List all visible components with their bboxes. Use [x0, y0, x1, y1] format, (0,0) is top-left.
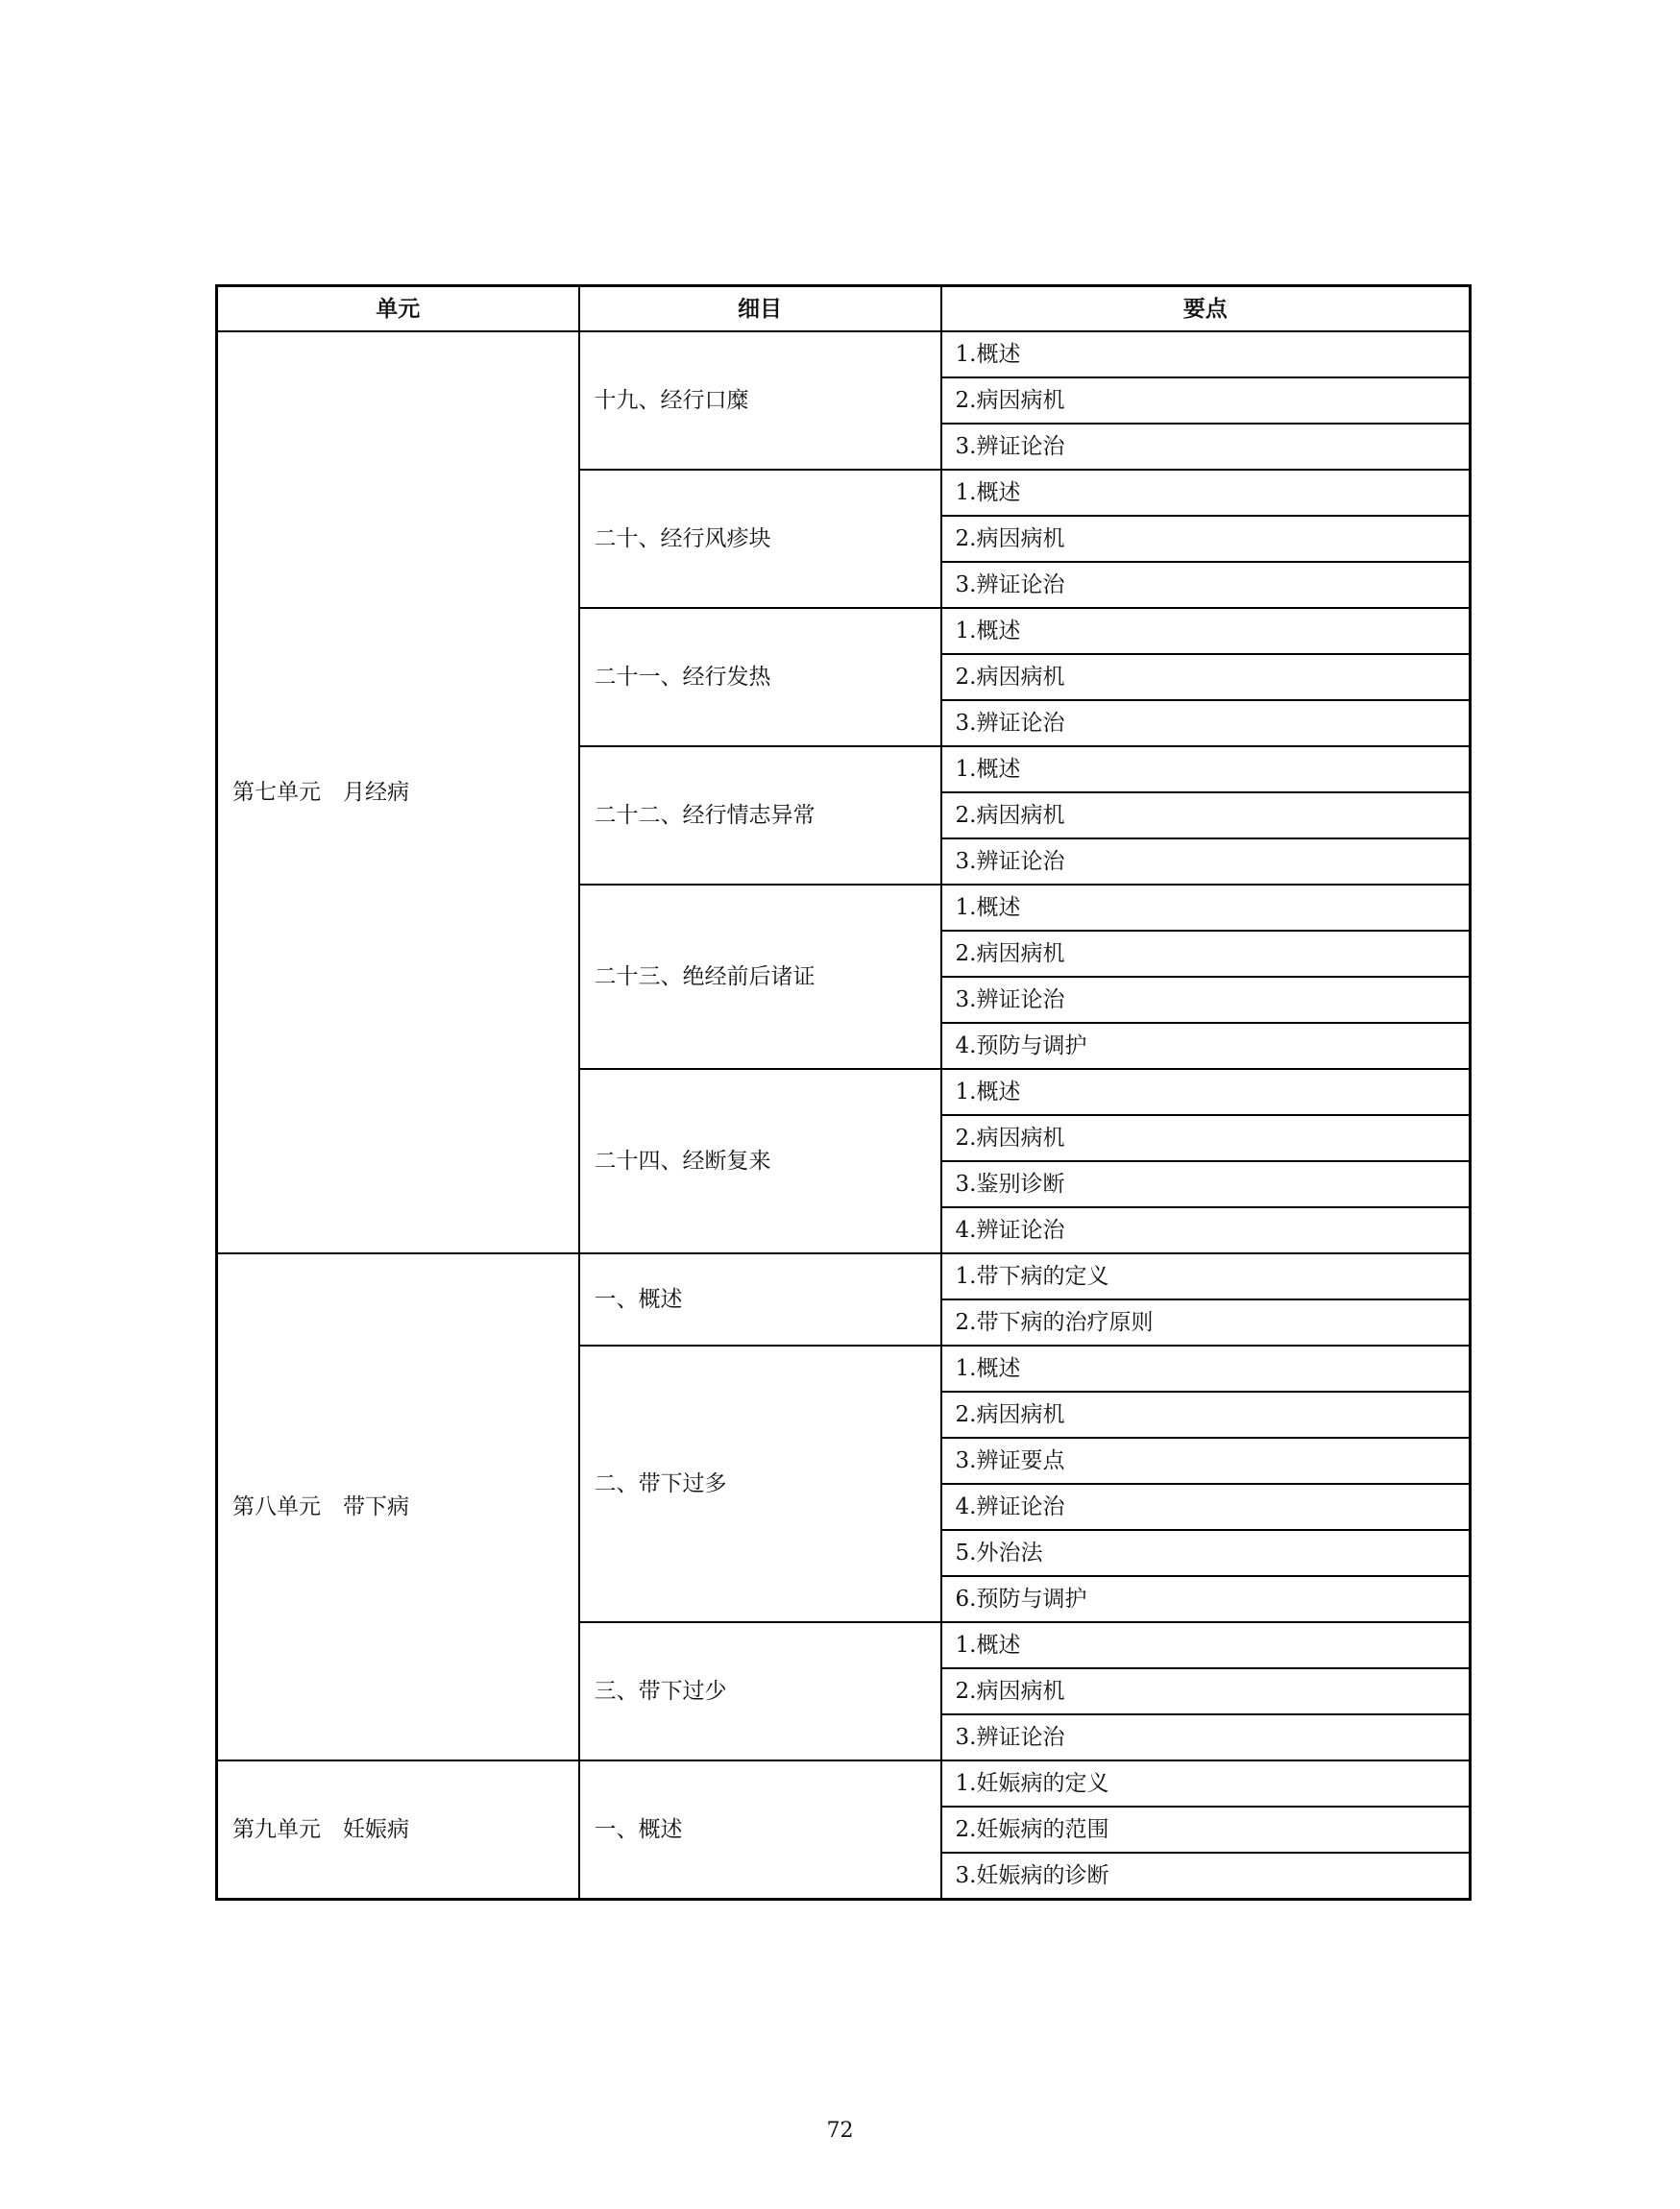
point-cell: 1.妊娠病的定义 [941, 1760, 1471, 1807]
point-cell: 3.妊娠病的诊断 [941, 1853, 1471, 1900]
item-cell: 二十四、经断复来 [579, 1069, 941, 1253]
point-cell: 3.鉴别诊断 [941, 1161, 1471, 1207]
point-cell: 3.辨证论治 [941, 700, 1471, 746]
point-cell: 1.概述 [941, 746, 1471, 792]
point-cell: 1.带下病的定义 [941, 1253, 1471, 1299]
point-cell: 3.辨证论治 [941, 424, 1471, 470]
point-cell: 1.概述 [941, 470, 1471, 516]
point-cell: 3.辨证论治 [941, 977, 1471, 1023]
item-cell: 十九、经行口糜 [579, 331, 941, 470]
header-row [217, 286, 1471, 332]
point-cell: 2.病因病机 [941, 1668, 1471, 1714]
unit-cell: 第九单元 妊娠病 [217, 1760, 579, 1900]
item-cell: 一、概述 [579, 1253, 941, 1346]
unit-cell: 第七单元 月经病 [217, 331, 579, 1253]
point-cell: 2.病因病机 [941, 1392, 1471, 1438]
item-cell: 二十一、经行发热 [579, 608, 941, 746]
point-cell: 2.病因病机 [941, 516, 1471, 562]
item-cell: 二十三、绝经前后诸证 [579, 885, 941, 1069]
point-cell: 4.辨证论治 [941, 1207, 1471, 1253]
unit-cell: 第八单元 带下病 [217, 1253, 579, 1760]
syllabus-table [215, 284, 1472, 1901]
point-cell: 2.妊娠病的范围 [941, 1807, 1471, 1853]
point-cell: 1.概述 [941, 885, 1471, 931]
page-number: 72 [826, 2119, 854, 2143]
point-cell: 2.病因病机 [941, 931, 1471, 977]
point-cell: 1.概述 [941, 331, 1471, 377]
point-cell: 3.辨证论治 [941, 562, 1471, 608]
item-cell: 二、带下过多 [579, 1346, 941, 1622]
point-cell: 1.概述 [941, 1346, 1471, 1392]
point-cell: 3.辨证要点 [941, 1438, 1471, 1484]
point-cell: 1.概述 [941, 608, 1471, 654]
item-cell: 三、带下过少 [579, 1622, 941, 1760]
table-row [217, 1253, 1471, 1299]
point-cell: 2.带下病的治疗原则 [941, 1299, 1471, 1346]
point-cell: 4.预防与调护 [941, 1023, 1471, 1069]
table-row [217, 1760, 1471, 1807]
point-cell: 4.辨证论治 [941, 1484, 1471, 1530]
point-cell: 2.病因病机 [941, 1115, 1471, 1161]
point-cell: 6.预防与调护 [941, 1576, 1471, 1622]
point-cell: 3.辨证论治 [941, 838, 1471, 885]
point-cell: 2.病因病机 [941, 377, 1471, 424]
header-item: 细目 [579, 286, 941, 332]
table-body [217, 331, 1471, 1900]
point-cell: 1.概述 [941, 1622, 1471, 1668]
point-cell: 3.辨证论治 [941, 1714, 1471, 1760]
point-cell: 2.病因病机 [941, 654, 1471, 700]
table-row [217, 331, 1471, 377]
item-cell: 一、概述 [579, 1760, 941, 1900]
header-unit: 单元 [217, 286, 579, 332]
point-cell: 1.概述 [941, 1069, 1471, 1115]
point-cell: 5.外治法 [941, 1530, 1471, 1576]
item-cell: 二十、经行风疹块 [579, 470, 941, 608]
point-cell: 2.病因病机 [941, 792, 1471, 838]
item-cell: 二十二、经行情志异常 [579, 746, 941, 885]
header-point: 要点 [941, 286, 1471, 332]
